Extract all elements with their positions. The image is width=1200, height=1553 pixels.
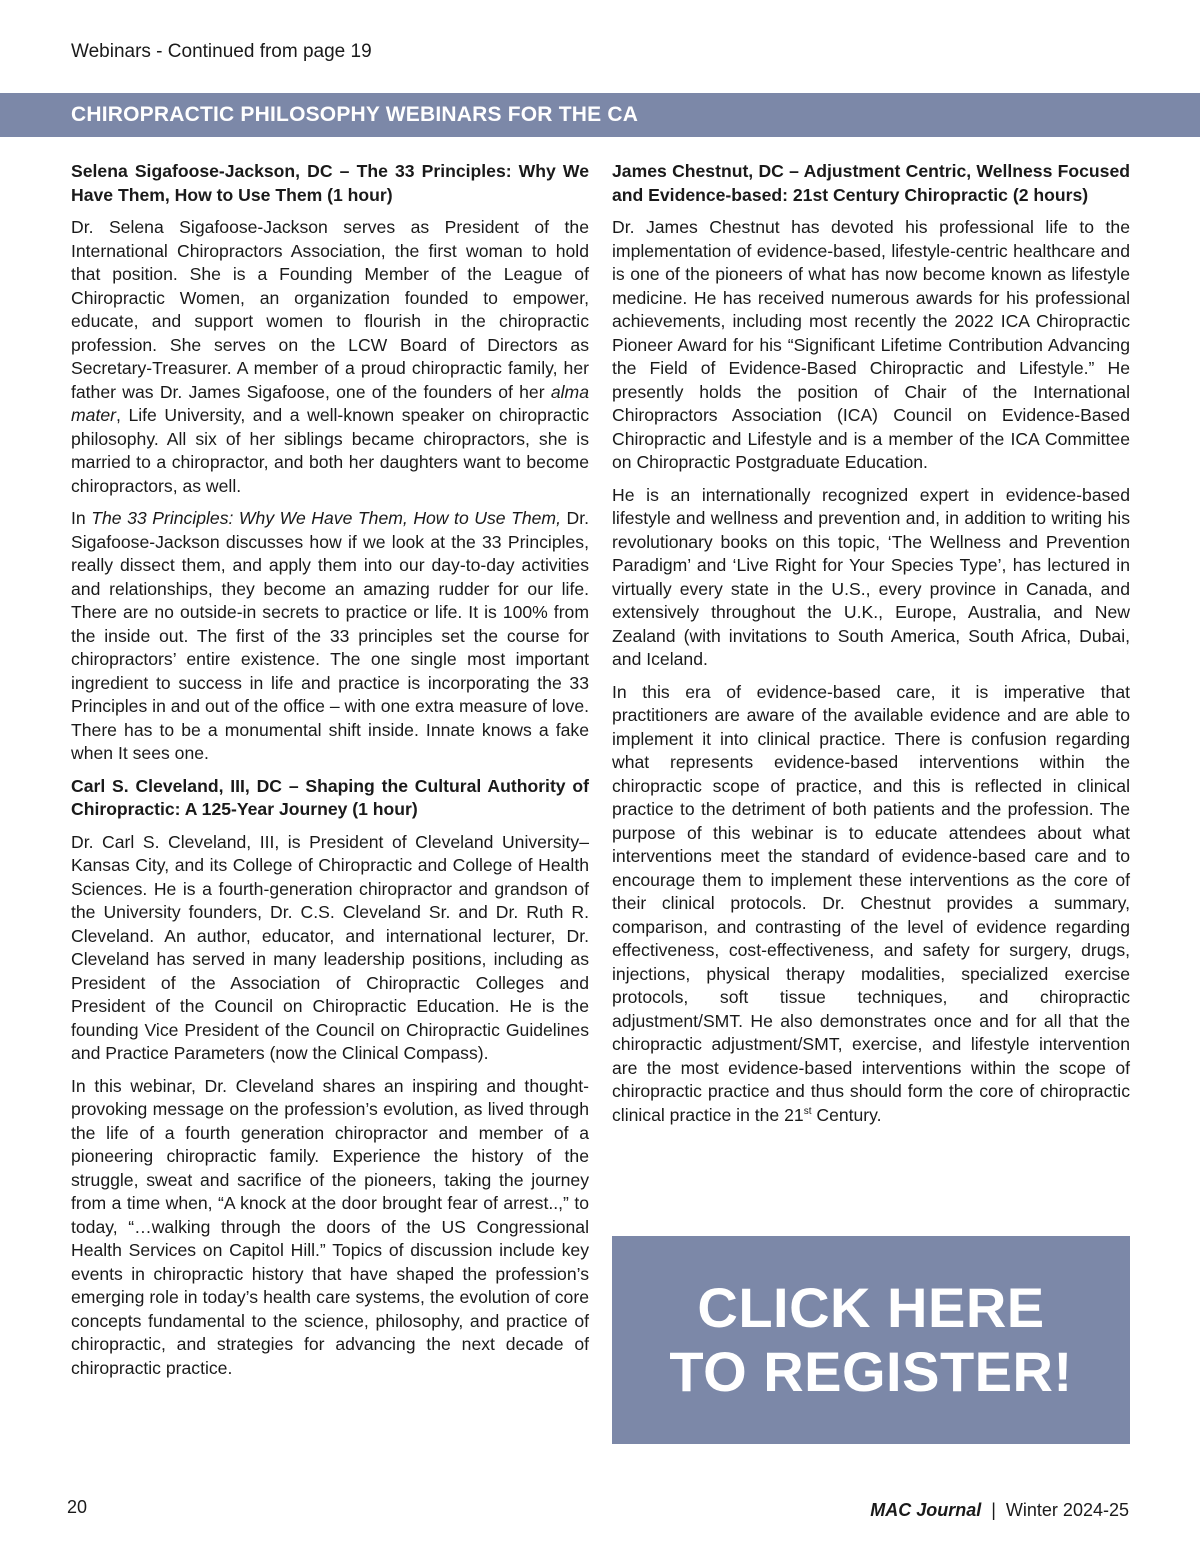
expertise-chestnut: He is an internationally recognized expert in evidence-based lifestyle and wellness and prevention and, in addition to writing his revolutionary books on this topic, ‘The Wellness and Prevention Paradigm’ and ‘Live Right for Your Species Type’, has lectured in virtually every state in the U.S., every province in Canada, and extensively throughout the U.K., Europe, Australia, and New Zealand (with invitations to South America, South Africa, Dubai, and Iceland. (612, 484, 1130, 669)
footer-separator: | (991, 1500, 996, 1520)
register-button-label: CLICK HERE TO REGISTER! (669, 1276, 1073, 1403)
bio-cleveland: Dr. Carl S. Cleveland, III, is President of Cleveland University–Kansas City, and its College of Chiropractic and College of Health Sciences. He is a fourth-generation chiropractor and grandson of the University founders, Dr. C.S. Cleveland Sr. and Dr. Ruth R. Cleveland. An author, educator, and international lecturer, Dr. Cleveland has served in many leadership positions, including as President of the Association of Chiropractic Colleges and President of the Council on Chiropractic Education. He is the founding Vice President of the Council on Chiropractic Guidelines and Practice Parameters (now the Clinical Compass). (71, 831, 589, 1063)
description-sigafoose: In The 33 Principles: Why We Have Them, How to Use Them, Dr. Sigafoose-Jackson discusses how if we look at the 33 Principles, really dissect them, and apply them into our day-to-day activities and relationships, they become an amazing rudder for our life. There are no outside-in secrets to practice or life. It is 100% from the inside out. The first of the 33 principles set the course for chiropractors’ entire existence. The one single most important ingredient to success in life and practice is incorporating the 33 Principles in and out of the office – with one extra measure of love. There has to be a monumental shift inside. Innate knows a fake when It sees one. (71, 508, 590, 763)
issue-label: Winter 2024-25 (1005, 1500, 1129, 1520)
description-cleveland: In this webinar, Dr. Cleveland shares an inspiring and thought-provoking message on the profession’s evolution, as lived through the life of a fourth generation chiropractor and member of a pioneering chiropractic family. Experience the history of the struggle, sweat and sacrifice of the pioneers, taking the journey from a time when, “A knock at the door brought fear of arrest..,” to today, “…walking through the doors of the US Congressional Health Services on Capitol Hill.” Topics of discussion include key events in chiropractic history that have shaped the profession’s emerging role in today’s health care systems, the evolution of core concepts fundamental to the science, philosophy, and practice of chiropractic, and strategies for advancing the next decade of chiropractic practice. (71, 1075, 589, 1378)
bio-chestnut: Dr. James Chestnut has devoted his professional life to the implementation of evidence-based, lifestyle-centric healthcare and is one of the pioneers of what has now become known as lifestyle medicine. He has received numerous awards for his professional achievements, including most recently the 2022 ICA Chiropractic Pioneer Award for his “Significant Lifetime Contribution Advancing the Field of Evidence-Based Chiropractic and Lifestyle.” He presently holds the position of Chair of the International Chiropractors Association (ICA) Council on Evidence-Based Chiropractic and Lifestyle and is a member of the ICA Committee on Chiropractic Postgraduate Education. (612, 217, 1130, 472)
webinar-title-sigafoose: Selena Sigafoose-Jackson, DC – The 33 Principles: Why We Have Them, How to Use Them (1 hour) (71, 161, 589, 205)
bio-sigafoose: Dr. Selena Sigafoose-Jackson serves as President of the International Chiropractors Association, the first woman to hold that position. She is a Founding Member of the League of Chiropractic Women, an organization founded to empower, educate, and support women to flourish in the chiropractic profession. She serves on the LCW Board of Directors as Secretary-Treasurer. A member of a proud chiropractic family, her father was Dr. James Sigafoose, one of the founders of her alma mater, Life University, and a well-known speaker on chiropractic philosophy. All six of her siblings became chiropractors, she is married to a chiropractor, and both her daughters want to become chiropractors, as well. (71, 217, 589, 496)
register-button[interactable] (612, 1236, 1130, 1444)
webinar-title-chestnut: James Chestnut, DC – Adjustment Centric, Wellness Focused and Evidence-based: 21st Century Chiropractic (2 hours) (612, 161, 1130, 205)
left-column (71, 160, 589, 1380)
continued-note: Webinars - Continued from page 19 (71, 41, 372, 62)
journal-name: MAC Journal (870, 1500, 982, 1520)
page-number: 20 (67, 1497, 88, 1517)
webinar-title-cleveland: Carl S. Cleveland, III, DC – Shaping the Cultural Authority of Chiropractic: A 125-Year Journey (1 hour) (71, 775, 589, 819)
description-chestnut: In this era of evidence-based care, it is imperative that practitioners are aware of the available evidence and are able to implement it into clinical practice. There is confusion regarding what represents evidence-based interventions within the chiropractic scope of practice, and this is reflected in clinical practice to the detriment of both patients and the profession. The purpose of this webinar is to educate attendees about what interventions meet the standard of evidence-based care and to encourage them to implement these interventions as the core of their clinical protocols. Dr. Chestnut provides a summary, comparison, and contrasting of the level of evidence regarding effectiveness, cost-effectiveness, and safety for surgery, drugs, injections, physical therapy modalities, specialized exercise protocols, soft tissue techniques, and chiropractic adjustment/SMT. He also demonstrates once and for all that the chiropractic adjustment/SMT, exercise, and lifestyle intervention are the most evidence-based interventions within the scope of chiropractic practice and thus should form the core of chiropractic clinical practice in the 21st Century. (612, 681, 1130, 1125)
section-banner (0, 93, 1200, 137)
right-column (612, 160, 1130, 1127)
section-title: CHIROPRACTIC PHILOSOPHY WEBINARS FOR THE CA (71, 103, 639, 126)
footer-credit (870, 1500, 1129, 1521)
